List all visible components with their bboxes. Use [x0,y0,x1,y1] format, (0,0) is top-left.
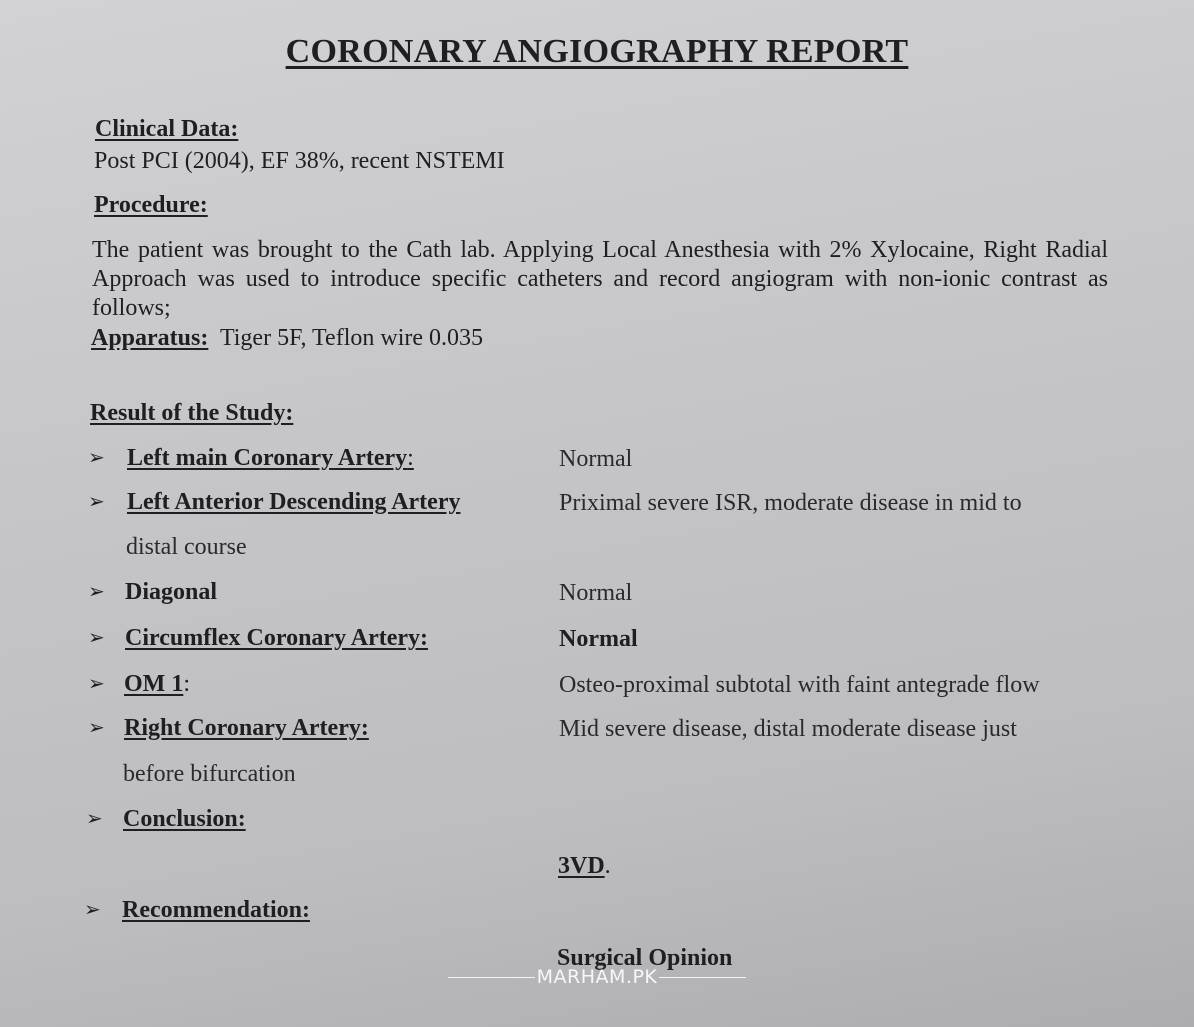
conclusion-value: 3VD. [558,853,611,879]
conclusion-heading: Conclusion: [123,806,246,832]
result-value-lad: Priximal severe ISR, moderate disease in mid to [559,490,1022,516]
apparatus-text: Tiger 5F, Teflon wire 0.035 [219,325,483,351]
result-label-lad: Left Anterior Descending Artery [127,489,461,515]
watermark [448,963,746,991]
bullet-arrow-icon: ➢ [88,581,105,603]
result-label-circumflex: Circumflex Coronary Artery: [125,625,429,651]
result-label-rca: Right Coronary Artery: [124,715,369,741]
result-value-om1: Osteo-proximal subtotal with faint antegrade flow [559,672,1040,698]
bullet-arrow-icon: ➢ [86,808,103,830]
apparatus-heading: Apparatus: [91,325,209,351]
bullet-arrow-icon: ➢ [88,491,105,513]
watermark-line-right [659,977,746,978]
apparatus-line [91,324,483,352]
report-title: CORONARY ANGIOGRAPHY REPORT [285,33,909,70]
bullet-arrow-icon: ➢ [88,447,105,469]
recommendation-value: Surgical Opinion [557,945,733,971]
result-value-rca: Mid severe disease, distal moderate disease just [559,716,1017,742]
result-heading: Result of the Study: [90,400,294,426]
recommendation-heading: Recommendation: [122,897,310,923]
bullet-arrow-icon: ➢ [88,717,105,739]
result-label-diagonal: Diagonal [125,579,218,605]
result-label-om1: OM 1: [124,671,190,697]
clinical-data-text: Post PCI (2004), EF 38%, recent NSTEMI [94,148,505,174]
clinical-data-heading: Clinical Data: [95,116,239,142]
result-value-lad-continuation: distal course [126,534,247,560]
result-value-rca-continuation: before bifurcation [123,761,296,787]
bullet-arrow-icon: ➢ [84,899,101,921]
procedure-text: The patient was brought to the Cath lab. Applying Local Anesthesia with 2% Xylocaine, Right Radial Approach was used to introduce specific catheters and record angiogram with non-ionic contrast as follows; [92,237,1108,321]
result-value-circumflex: Normal [559,626,638,652]
watermark-line-left [448,977,535,978]
procedure-heading: Procedure: [94,192,208,218]
bullet-arrow-icon: ➢ [88,673,105,695]
result-label-left-main: Left main Coronary Artery: [127,445,414,471]
watermark-text: MARHAM.PK [536,966,658,988]
result-value-left-main: Normal [559,446,633,472]
result-value-diagonal: Normal [559,580,633,606]
bullet-arrow-icon: ➢ [88,627,105,649]
